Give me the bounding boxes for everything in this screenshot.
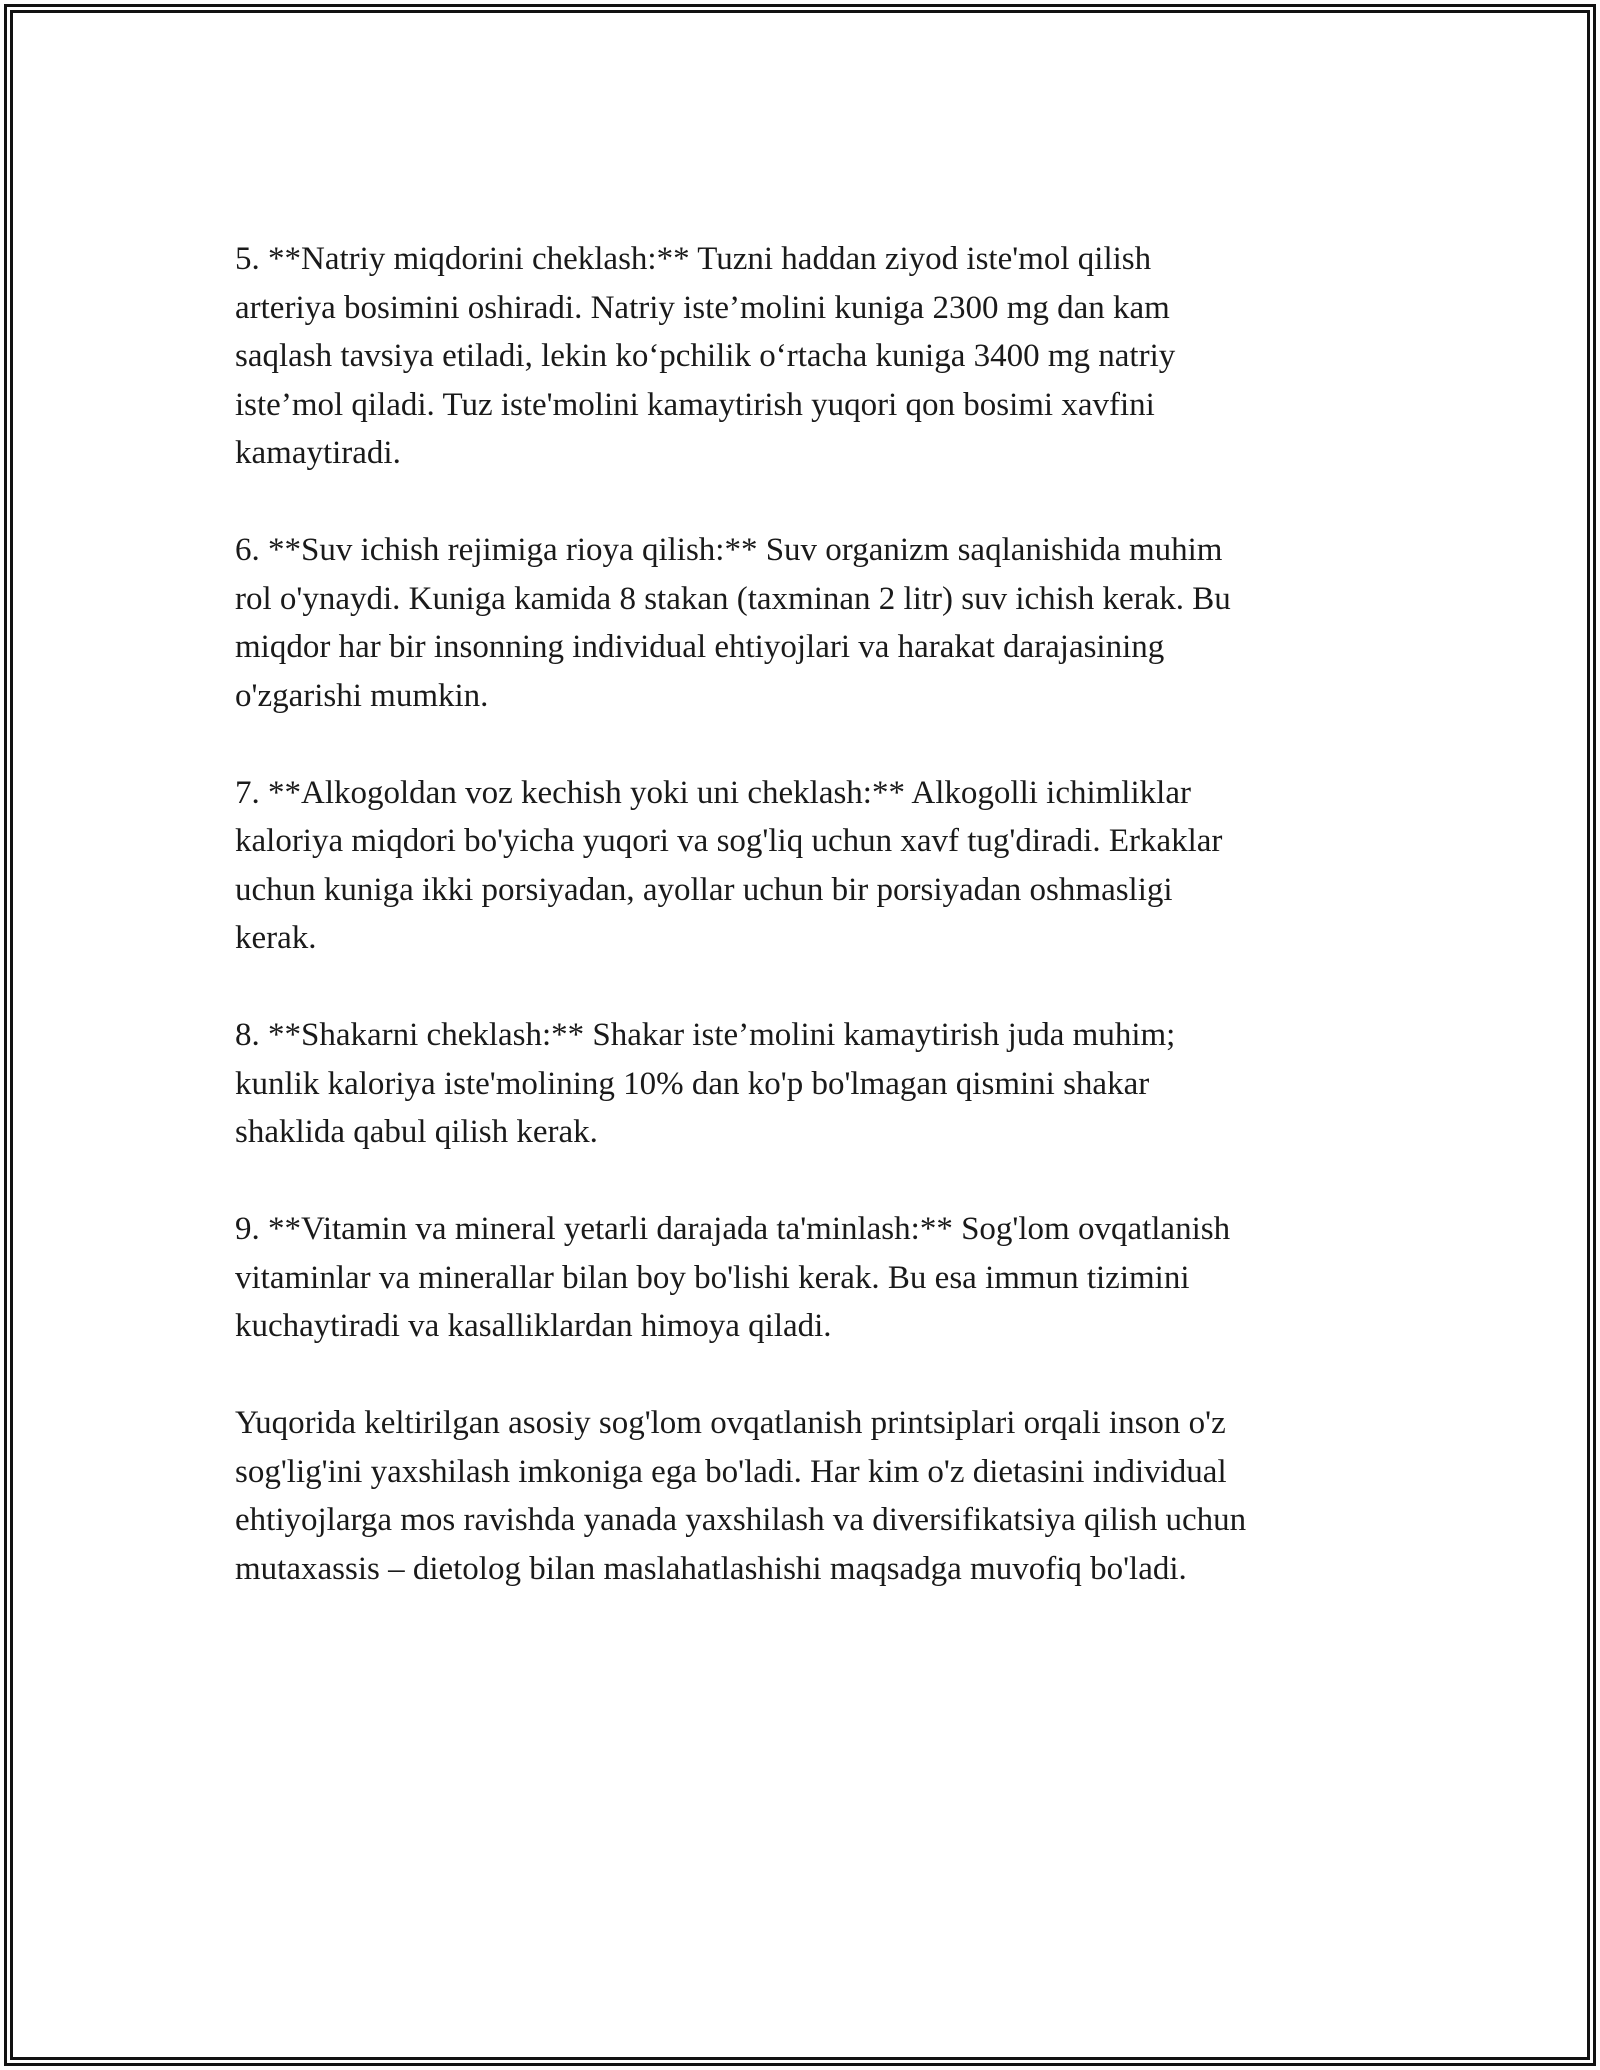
paragraph-item-6 (235, 526, 1385, 720)
text-line: kamaytiradi. (235, 435, 401, 471)
text-line: shaklida qabul qilish kerak. (235, 1114, 598, 1150)
text-line: kerak. (235, 920, 317, 956)
text-line: 8. **Shakarni cheklash:** Shakar iste’molini kamaytirish juda muhim; (235, 1017, 1176, 1053)
text-line: saqlash tavsiya etiladi, lekin koʻpchilik oʻrtacha kuniga 3400 mg natriy (235, 338, 1176, 374)
paragraph-item-5 (235, 235, 1385, 478)
text-line: Yuqorida keltirilgan asosiy sog'lom ovqatlanish printsiplari orqali inson o'z (235, 1405, 1226, 1441)
text-line: miqdor har bir insonning individual ehtiyojlari va harakat darajasining (235, 629, 1165, 665)
text-line: o'zgarishi mumkin. (235, 677, 489, 714)
document-body (235, 235, 1385, 1642)
text-line: ehtiyojlarga mos ravishda yanada yaxshilash va diversifikatsiya qilish uchun (235, 1502, 1247, 1538)
text-line: vitaminlar va minerallar bilan boy bo'lishi kerak. Bu esa immun tizimini (235, 1259, 1190, 1296)
paragraph-item-9 (235, 1205, 1385, 1351)
text-line: 9. **Vitamin va mineral yetarli darajada ta'minlash:** Sog'lom ovqatlanish (235, 1211, 1231, 1247)
text-line: kunlik kaloriya iste'molining 10% dan ko'p bo'lmagan qismini shakar (235, 1065, 1150, 1102)
text-line: kaloriya miqdori bo'yicha yuqori va sog'liq uchun xavf tug'diradi. Erkaklar (235, 823, 1223, 859)
paragraph-item-7 (235, 769, 1385, 963)
paragraph-conclusion (235, 1399, 1385, 1593)
text-line: mutaxassis – dietolog bilan maslahatlashishi maqsadga muvofiq bo'ladi. (235, 1550, 1187, 1587)
text-line: arteriya bosimini oshiradi. Natriy iste’molini kuniga 2300 mg dan kam (235, 289, 1170, 326)
text-line: 5. **Natriy miqdorini cheklash:** Tuzni haddan ziyod iste'mol qilish (235, 241, 1152, 277)
text-line: 6. **Suv ichish rejimiga rioya qilish:** Suv organizm saqlanishida muhim (235, 532, 1223, 568)
text-line: rol o'ynaydi. Kuniga kamida 8 stakan (taxminan 2 litr) suv ichish kerak. Bu (235, 580, 1231, 617)
text-line: sog'lig'ini yaxshilash imkoniga ega bo'ladi. Har kim o'z dietasini individual (235, 1453, 1227, 1490)
text-line: kuchaytiradi va kasalliklardan himoya qiladi. (235, 1308, 832, 1344)
text-line: 7. **Alkogoldan voz kechish yoki uni cheklash:** Alkogolli ichimliklar (235, 774, 1191, 811)
text-line: uchun kuniga ikki porsiyadan, ayollar uchun bir porsiyadan oshmasligi (235, 871, 1173, 908)
text-line: iste’mol qiladi. Tuz iste'molini kamaytirish yuqori qon bosimi xavfini (235, 386, 1155, 423)
paragraph-item-8 (235, 1011, 1385, 1157)
